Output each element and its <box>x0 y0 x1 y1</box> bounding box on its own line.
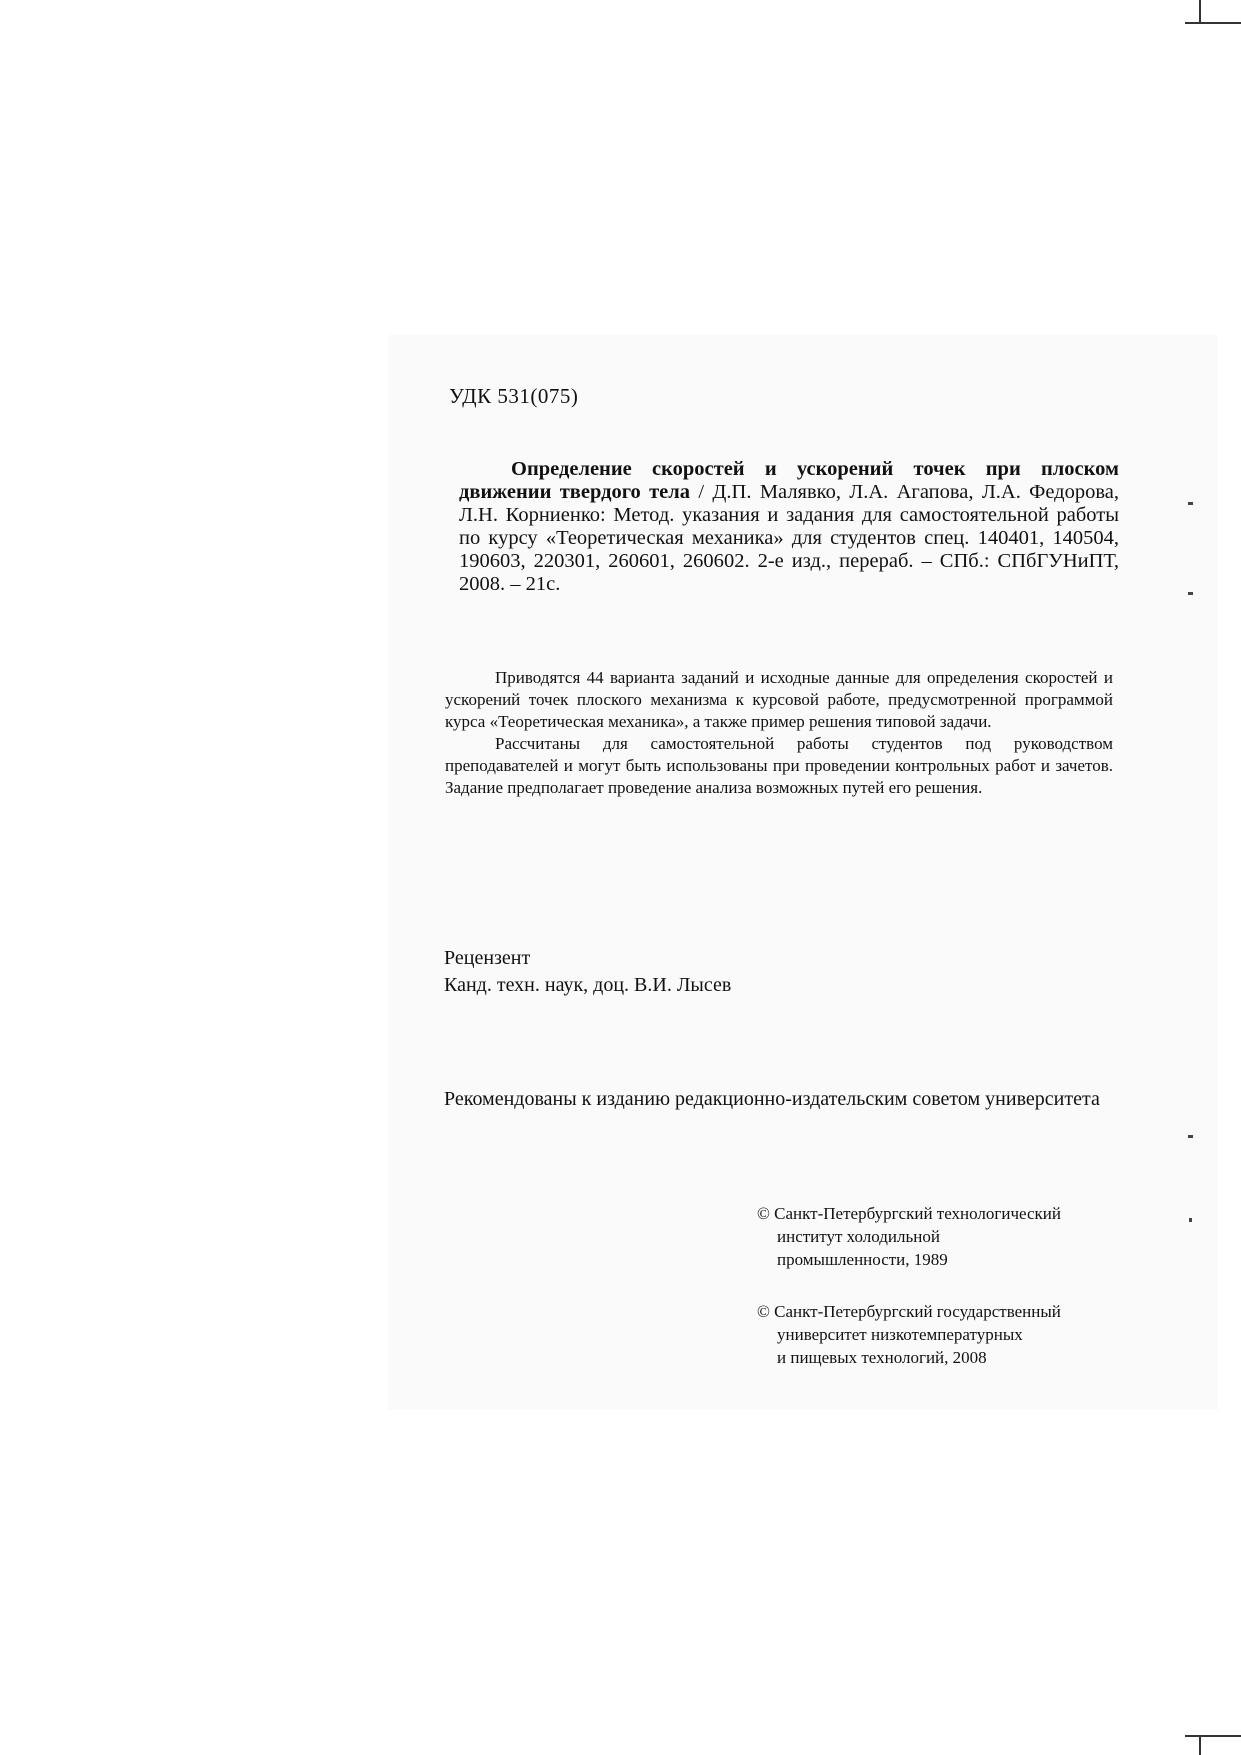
copyright-line: © Санкт-Петербургский государственный <box>757 1302 1061 1321</box>
copyright-line: промышленности, 1989 <box>777 1250 948 1269</box>
copyright-notice-2008 <box>757 1300 1061 1369</box>
copyright-line: университет низкотемпературных <box>777 1325 1023 1344</box>
udk-code: УДК 531(075) <box>449 384 579 408</box>
annotation <box>445 667 1113 799</box>
scan-speck <box>1188 1135 1193 1138</box>
reviewer-name: Канд. техн. наук, доц. В.И. Лысев <box>444 974 732 996</box>
reviewer-label: Рецензент <box>444 947 531 969</box>
document-title: Определение скоростей и ускорений точек при плоском движении твердого тела <box>459 458 1119 503</box>
copyright-line: © Санкт-Петербургский технологический <box>757 1204 1061 1223</box>
publication-recommendation: Рекомендованы к изданию редакционно-издательским советом университета <box>444 1088 1100 1110</box>
copyright-line: институт холодильной <box>777 1227 940 1246</box>
crop-mark-top-horizontal <box>1185 22 1241 24</box>
crop-mark-top-vertical <box>1199 0 1201 23</box>
bibliographic-details: / Д.П. Малявко, Л.А. Агапова, Л.А. Федорова, Л.Н. Корниенко: Метод. указания и задания для самостоятельной работы по курсу «Теоретическая механика» для студентов спец. 140401, 140504, 190603, 220301, 260601, 260602. 2-е изд., перераб. – СПб.: СПбГУНиПТ, 2008. – 21с. <box>459 481 1119 595</box>
annotation-paragraph-1: Приводятся 44 варианта заданий и исходные данные для определения скоростей и ускорений точек плоского механизма к курсовой работе, предусмотренной программой курса «Теоретическая механика», а также пример решения типовой задачи. <box>445 668 1113 731</box>
scan-speck <box>1188 502 1193 505</box>
bibliographic-description <box>459 458 1119 596</box>
crop-mark-bottom-vertical <box>1199 1735 1201 1755</box>
copyright-notice-1989 <box>757 1202 1061 1271</box>
copyright-line: и пищевых технологий, 2008 <box>777 1348 987 1367</box>
annotation-paragraph-2: Рассчитаны для самостоятельной работы студентов под руководством преподавателей и могут быть использованы при проведении контрольных работ и зачетов. Задание предполагает проведение анализа возможных путей его решения. <box>445 734 1113 797</box>
crop-mark-bottom-horizontal <box>1185 1735 1241 1737</box>
scan-speck <box>1189 1218 1192 1222</box>
scan-speck <box>1188 592 1193 595</box>
reviewer-block <box>444 945 731 999</box>
